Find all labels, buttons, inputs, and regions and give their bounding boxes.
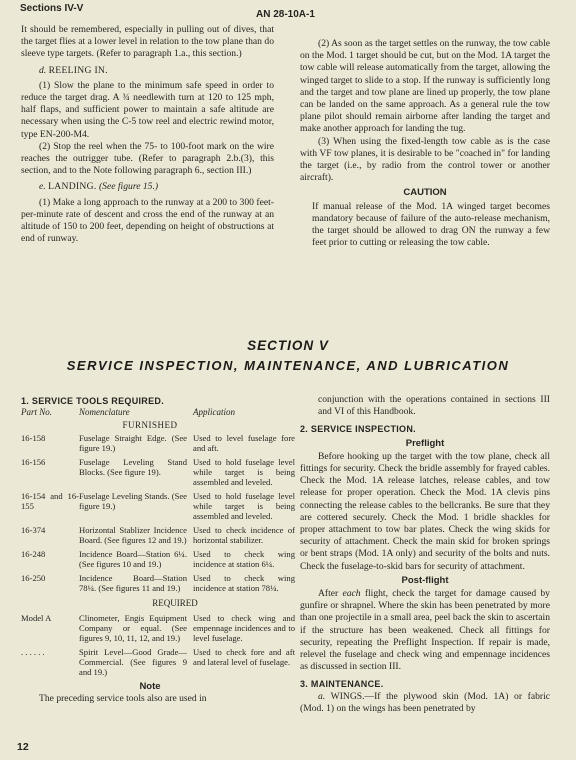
nomenclature: Incidence Board—Station 6¼. (See figures 10 and 19.) [79,549,187,570]
note-text: The preceding service tools also are used in [39,692,207,704]
nomenclature: Fuselage Straight Edge. (See figure 19.) [79,433,187,454]
note-title: Note [139,680,161,692]
application: Used to check fore and aft and lateral level of fuselage. [193,646,295,667]
table-row [21,491,295,522]
paragraph: (2) Stop the reel when the 75- to 100-foot mark on the wire reaches the outrigger tube. (Refer to paragraph 2.b.(3), this section, and to the Note following paragraph 6., section III.) [21,140,274,177]
paragraph: Before hooking up the target with the tow plane, check all fittings for security. Check the bridle assembly for frayed cables. Check the Mod. 1A release latches, release cables, and tow release for proper operation. Check the Mod. 1A clevis pins connecting the release cables to the bellcranks. Be sure that they are cottered securely. Check the Mod. 1 bridle shackles for proper attachment to tow bar plates. Check the wing skids for security of attachment. Check the main skid for broken springs or bent straps (Mod. 1A only) and security of the bolts and nuts. Check the fuselage-to-skid bars for security of attachment. [300,450,550,572]
subheading-title: LANDING. [48,181,97,193]
part-number: 16-154 and 16-155 [21,491,79,512]
section-title: SERVICE INSPECTION, MAINTENANCE, AND LUBRICATION [66,358,510,373]
service-inspection-heading: 2. SERVICE INSPECTION. [300,424,416,435]
preflight-title: Preflight [405,437,445,449]
application: Used to check incidence of horizontal stabilizer. [193,525,295,546]
table-header [21,407,279,417]
paragraph: (3) When using the fixed-length tow cable as is the case with VF tow planes, it is desirable to be "coached in" for landing the target (i.e., by radio from the control tower or another aircraft). [300,135,550,184]
text-run: After [318,588,339,600]
column-header-part: Part No. [21,407,53,418]
application: Used to hold fuselage level while target is being assembled and leveled. [193,457,295,488]
application: Used to hold fuselage level while target is being assembled and leveled. [193,491,295,522]
part-number: 16-156 [21,457,46,468]
part-number: 16-250 [21,573,46,584]
text-run: WINGS.—If the plywood skin (Mod. 1A) or fabric (Mod. 1) on the wings has been penetrated by [300,690,550,714]
part-number: 16-374 [21,525,46,536]
table-row [21,433,295,454]
column-header-application: Application [193,407,235,418]
subheading-reeling-in [39,65,274,77]
paragraph: conjunction with the operations contained in sections III and VI of this Handbook. [318,394,550,418]
application: Used to check wing and empennage incidences and to level fuselage. [193,612,295,643]
application: Used to check wing incidence at station 78¼. [193,573,295,594]
paragraph: It should be remembered, especially in pulling out of dives, that the target flies at a lower level in relation to the tow plane than do sleeve type targets. (Refer to paragraph 1.a., this section.) [21,24,274,60]
required-label: REQUIRED [152,598,198,609]
subheading-letter: e. [39,181,46,193]
section-number: SECTION V [247,338,329,353]
part-number: 16-248 [21,549,46,560]
bottom-left-column [21,395,295,705]
part-number: . . . . . . [21,646,45,657]
postflight-title: Post-flight [401,574,449,586]
application: Used to level fuselage fore and aft. [193,433,295,454]
nomenclature: Incidence Board—Station 78¼. (See figures 11 and 19.) [79,573,187,594]
paragraph: (2) As soon as the target settles on the runway, the tow cable on the Mod. 1 target should be cut, but on the Mod. 1A target the tow cable will release automatically from the target, allowing the winged target to slide to a stop. If the runway is sufficiently long and the target and tow plane are lined up properly, the tow plane can be landed on the same approach. As a general rule the tow plane pilot should remain airborne after landing the target and make another approach for landing the tug. [300,38,550,135]
table-row [21,573,295,594]
subheading-letter: a. [318,690,326,702]
nomenclature: Clinometer, Engis Equipment Company or equal. (See figures 9, 10, 11, 12, and 19.) [79,612,187,643]
subheading-title: REELING IN. [48,64,108,76]
caution-title: CAUTION [403,187,447,199]
table-row [21,457,295,488]
subheading-letter: d. [39,64,47,76]
application: Used to check wing incidence at station 6¼. [193,549,295,570]
document-id: AN 28-10A-1 [256,9,315,20]
tools-heading: 1. SERVICE TOOLS REQUIRED. [21,396,164,406]
maintenance-heading: 3. MAINTENANCE. [300,679,384,690]
table-row [21,549,295,570]
text-run: flight, check the target for damage caused by gunfire or shrapnel. Where the skin has been penetrated by more than one projectile in a small area, peel back the skin to ascertain if the structure has been weakened. Check all fittings for security, repeating the Preflight Inspection. If repair is made, relevel the fuselage and check wing and empennage incidences as discussed in section III. [300,588,550,673]
column-header-nomenclature: Nomenclature [79,407,130,418]
paragraph [300,691,550,715]
furnished-label: FURNISHED [122,420,178,431]
figure-reference: (See figure 15.) [98,181,159,193]
paragraph: (1) Slow the plane to the minimum safe speed in order to reduce the target drag. A ¾ needlewith turn at 120 to 125 mph, half flaps, and sufficient power to maintain a safe altitude are necessary when using the C-5 tow reel and electric rewind motor, type EN-200-M4. [21,79,274,140]
page-number: 12 [17,741,29,753]
part-number: Model A [21,612,52,623]
paragraph: (1) Make a long approach to the runway at a 200 to 300 feet-per-minute rate of descent and cross the end of the runway at an altitude of 150 to 200 feet, depending on height of obstructions at end of runway. [21,196,274,245]
section-header: Sections IV-V [20,3,84,14]
paragraph [300,588,550,673]
bottom-right-column [300,394,550,715]
nomenclature: Horizontal Stablizer Incidence Board. (See figures 12 and 19.) [79,525,187,546]
nomenclature: Spirit Level—Good Grade—Commercial. (See figures 9 and 19.) [79,646,187,677]
part-number: 16-158 [21,433,46,444]
nomenclature: Fuselage Leveling Stands. (See figure 19.) [79,491,187,512]
top-right-column [300,38,550,249]
table-row [21,612,295,643]
table-row [21,646,295,677]
nomenclature: Fuselage Leveling Stand Blocks. (See figure 19). [79,457,187,478]
emphasis: each [342,588,361,600]
caution-body: If manual release of the Mod. 1A winged target becomes mandatory because of failure of the auto-release mechanism, the target should be allowed to drag ON the runway a few feet prior to cutting or releasing the tow cable. [312,200,550,249]
top-left-column [21,24,274,245]
table-row [21,525,295,546]
subheading-landing [39,181,274,193]
